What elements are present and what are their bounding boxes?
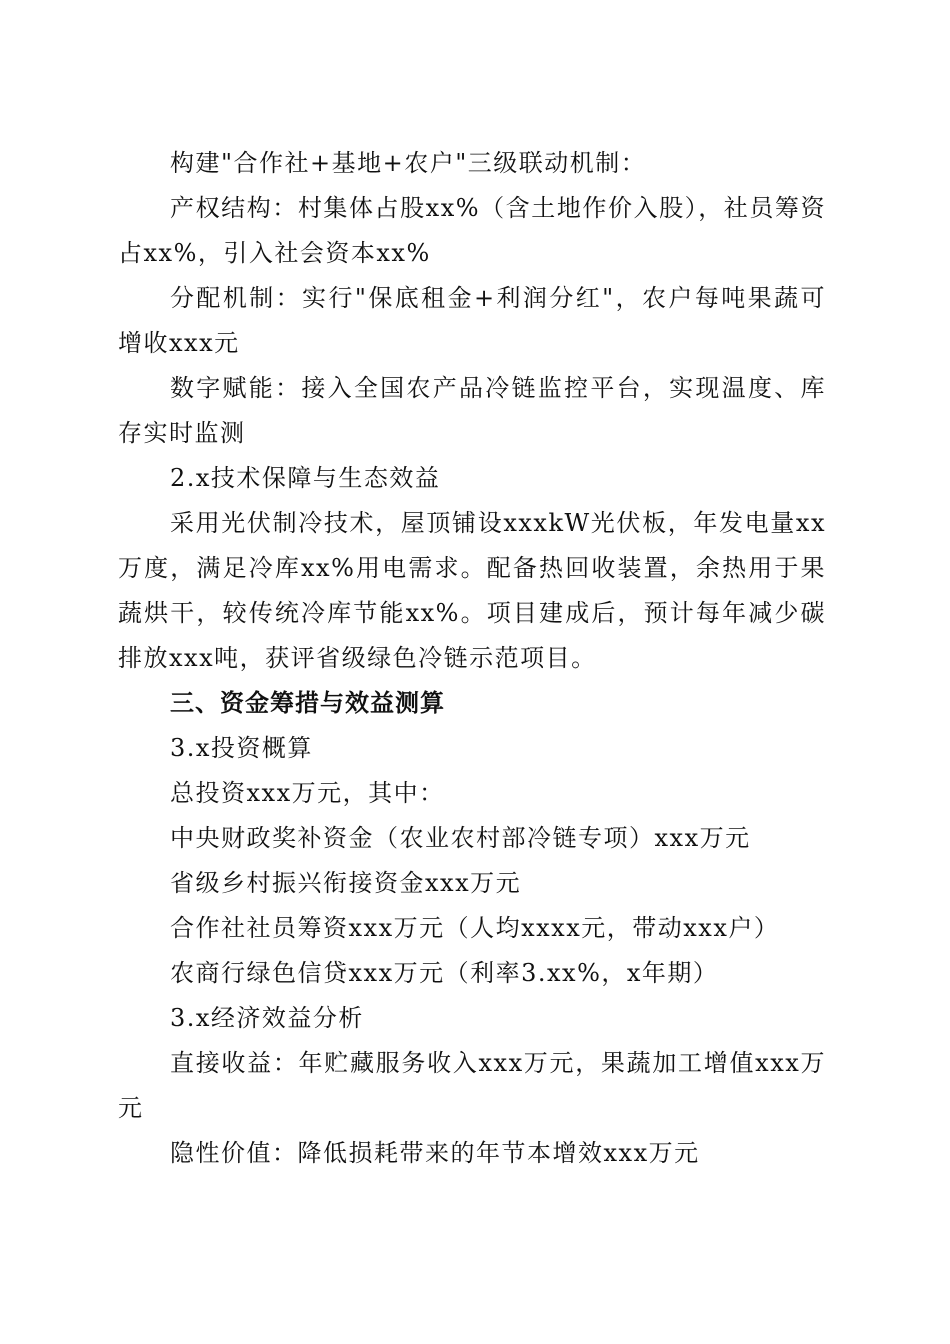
list-item-central-fund: 中央财政奖补资金（农业农村部冷链专项）xxx万元 [170, 824, 751, 852]
list-item-green-credit: 农商行绿色信贷xxx万元（利率3.xx%，x年期） [170, 959, 719, 987]
section-heading-funding: 三、资金筹措与效益测算 [170, 689, 445, 717]
paragraph-total-investment: 总投资xxx万元，其中： [170, 779, 445, 807]
paragraph-linkage-mechanism: 构建"合作社+基地+农户"三级联动机制： [170, 149, 647, 177]
paragraph-hidden-value: 隐性价值：降低损耗带来的年节本增效xxx万元 [170, 1139, 700, 1167]
paragraph-property-structure: 产权结构：村集体占股xx%（含土地作价入股），社员筹资占xx%，引入社会资本xx% [118, 194, 826, 267]
paragraph-digital-empowerment: 数字赋能：接入全国农产品冷链监控平台，实现温度、库存实时监测 [118, 374, 826, 447]
subheading-tech-ecology: 2.x技术保障与生态效益 [170, 464, 441, 492]
document-body [118, 141, 826, 1176]
list-item-provincial-fund: 省级乡村振兴衔接资金xxx万元 [170, 869, 522, 897]
subheading-investment-estimate: 3.x投资概算 [170, 734, 313, 762]
subheading-economic-benefit: 3.x经济效益分析 [170, 1004, 364, 1032]
list-item-member-funding: 合作社社员筹资xxx万元（人均xxxx元，带动xxx户） [170, 914, 780, 942]
paragraph-direct-income: 直接收益：年贮藏服务收入xxx万元，果蔬加工增值xxx万元 [118, 1049, 826, 1122]
paragraph-distribution-mechanism: 分配机制：实行"保底租金+利润分红"，农户每吨果蔬可增收xxx元 [118, 284, 826, 357]
paragraph-photovoltaic: 采用光伏制冷技术，屋顶铺设xxxkW光伏板，年发电量xx万度，满足冷库xx%用电需求。配备热回收装置，余热用于果蔬烘干，较传统冷库节能xx%。项目建成后，预计每年减少碳排放xxx吨，获评省级绿色冷链示范项目。 [118, 509, 826, 672]
